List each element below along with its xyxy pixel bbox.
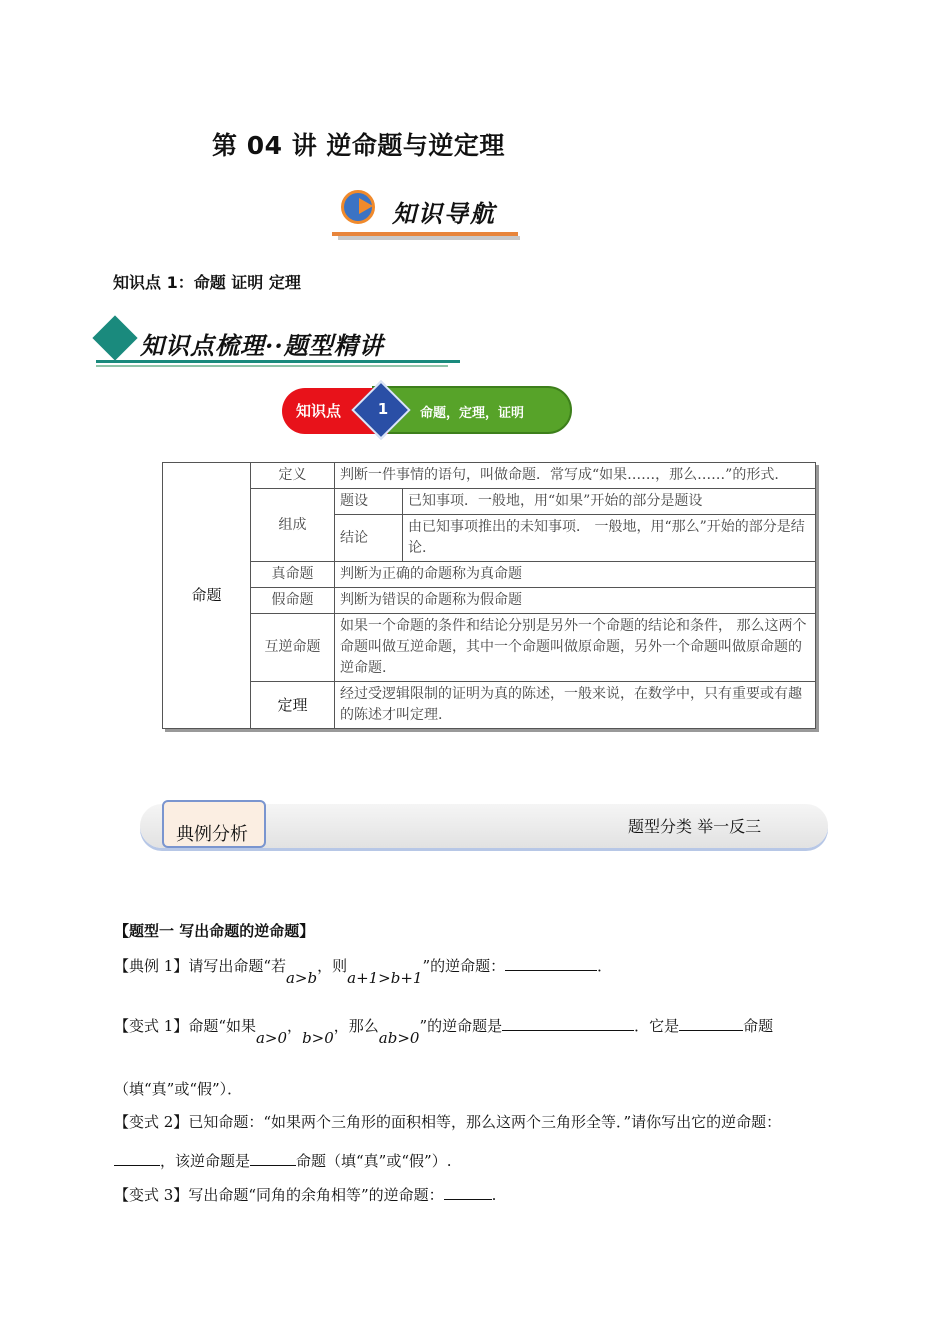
- group-cell-theorem: 定理: [251, 682, 335, 729]
- diamond-icon: [92, 315, 137, 360]
- content-cell: 判断为错误的命题称为假命题: [335, 588, 816, 614]
- example-banner-subtitle: 题型分类 举一反三: [628, 817, 762, 836]
- answer-blank[interactable]: [502, 1016, 634, 1031]
- content-cell: 如果一个命题的条件和结论分别是另外一个命题的结论和条件， 那么这两个命题叫做互逆命题，其中一个命题叫做原命题，另外一个命题叫做原命题的逆命题.: [335, 614, 816, 682]
- math-expression: a>b: [285, 969, 318, 987]
- example-1: 【典例 1】请写出命题“若a>b，则a+1>b+1”的逆命题： ．: [114, 957, 613, 987]
- table-row: [163, 614, 816, 682]
- section-banner-label: 知识点梳理··题型精讲: [140, 331, 384, 360]
- answer-blank[interactable]: [444, 1185, 492, 1200]
- content-cell: 判断一件事情的语句，叫做命题．常写成“如果……，那么……”的形式.: [335, 463, 816, 489]
- math-expression: ab>0: [378, 1029, 420, 1047]
- sub-cell: 真命题: [251, 562, 335, 588]
- table-row: [163, 489, 816, 515]
- math-expression: a+1>b+1: [347, 969, 423, 987]
- table-row: [163, 682, 816, 729]
- variant-2-line-2: ，该逆命题是 命题（填“真”或“假”）.: [114, 1150, 451, 1171]
- content-cell: 已知事项．一般地，用“如果”开始的部分是题设: [403, 489, 816, 515]
- question-type-heading: 【题型一 写出命题的逆命题】: [114, 922, 315, 940]
- variant-1-line-2: （填“真”或“假”）．: [114, 1080, 243, 1098]
- example-banner-label: 典例分析: [176, 824, 248, 845]
- answer-blank[interactable]: [505, 956, 597, 971]
- table-row: [163, 463, 816, 489]
- section-banner: [92, 318, 464, 370]
- group-cell-proposition: 命题: [163, 463, 251, 729]
- sub-cell: 组成: [251, 489, 335, 562]
- content-cell: 经过受逻辑限制的证明为真的陈述，一般来说，在数学中，只有重要或有趣的陈述才叫定理.: [335, 682, 816, 729]
- math-expression: b>0: [302, 1029, 334, 1047]
- knowledge-nav-badge: [332, 184, 518, 240]
- variant-1: 【变式 1】命题“如果a>0，b>0，那么ab>0”的逆命题是 ．它是 命题: [114, 1017, 774, 1047]
- sub-cell: 假命题: [251, 588, 335, 614]
- table-row: [163, 588, 816, 614]
- sub-cell: 互逆命题: [251, 614, 335, 682]
- pill-number: 1: [377, 400, 389, 418]
- page-title: 第 04 讲 逆命题与逆定理: [212, 131, 505, 160]
- knowledge-point-heading: 知识点 1：命题 证明 定理: [113, 273, 301, 292]
- part-label-cell: 题设: [335, 489, 403, 515]
- concept-table: [162, 462, 816, 729]
- pie-wedge-icon: [359, 198, 373, 214]
- math-expression: a>0: [255, 1029, 288, 1047]
- variant-2: 【变式 2】已知命题：“如果两个三角形的面积相等，那么这两个三角形全等．”请你写出它的逆命题：: [114, 1113, 782, 1131]
- answer-blank[interactable]: [679, 1016, 743, 1031]
- content-cell: 判断为正确的命题称为真命题: [335, 562, 816, 588]
- sub-cell: 定义: [251, 463, 335, 489]
- pill-right-label: 命题，定理，证明: [420, 406, 525, 421]
- variant-3: 【变式 3】写出命题“同角的余角相等”的逆命题： .: [114, 1186, 497, 1204]
- content-cell: 由已知事项推出的未知事项． 一般地，用“那么”开始的部分是结论.: [403, 515, 816, 562]
- table-row: [163, 562, 816, 588]
- knowledge-point-pill: [282, 384, 576, 440]
- pill-left-label: 知识点: [296, 402, 342, 420]
- answer-blank[interactable]: [114, 1151, 160, 1166]
- part-label-cell: 结论: [335, 515, 403, 562]
- nav-badge-label: 知识导航: [392, 199, 496, 228]
- answer-blank[interactable]: [250, 1151, 296, 1166]
- example-analysis-banner: [140, 800, 830, 856]
